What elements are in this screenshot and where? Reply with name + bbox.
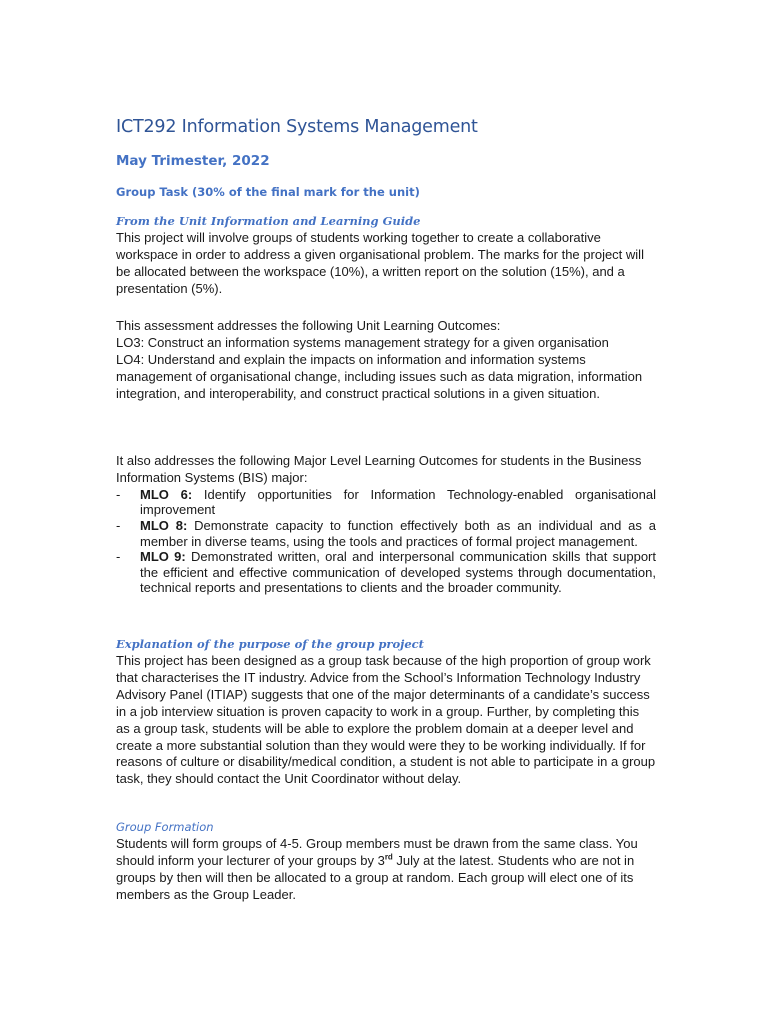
major-section — [116, 453, 656, 596]
group-task-heading: Group Task (30% of the final mark for the unit) — [116, 185, 420, 199]
trimester-heading: May Trimester, 2022 — [116, 153, 270, 169]
list-item: - MLO 6: Identify opportunities for Information Technology-enabled organisational improvement — [116, 486, 656, 518]
document-title: ICT292 Information Systems Management — [116, 117, 478, 137]
major-intro: It also addresses the following Major Level Learning Outcomes for students in the Business Information Systems (BIS) major: — [116, 453, 642, 485]
lo4-text: LO4: Understand and explain the impacts on information and information systems management of organisational change, including issues such as data migration, information integration, and interoperability, and construct practical solutions in a given situation. — [116, 351, 643, 401]
purpose-section — [116, 637, 656, 788]
formation-section — [116, 820, 656, 904]
purpose-paragraph: This project has been designed as a group task because of the high proportion of group work that characterises the IT industry. Advice from the School’s Information Technology Industry Advisory Panel (ITIAP) suggests that one of the major determinants of a candidate’s success in a job interview situation is proven capacity to work in a group. Further, by completing this as a group task, students will be able to explore the problem domain at a deeper level and create a more substantial solution than they would were they to be working individually. If for reasons of culture or disability/medical condition, a student is not able to participate in a group task, they should contact the Unit Coordinator without delay. — [116, 653, 656, 787]
guide-heading: From the Unit Information and Learning Guide — [116, 214, 421, 228]
outcomes-section — [116, 318, 656, 403]
purpose-heading: Explanation of the purpose of the group project — [116, 637, 424, 651]
formation-paragraph: Students will form groups of 4-5. Group members must be drawn from the same class. You should inform your lecturer of your groups by 3rd July at the latest. Students who are not in groups by then will then be allocated to a group at random. Each group will elect one of its members as the Group Leader. — [116, 836, 638, 902]
lo3-text: LO3: Construct an information systems management strategy for a given organisation — [116, 334, 609, 350]
guide-section — [116, 214, 656, 298]
list-item: - MLO 9: Demonstrated written, oral and interpersonal communication skills that support the efficient and effective communication of developed systems through documentation, technical reports and presentations to clients and the broader community. — [116, 549, 656, 596]
outcomes-intro: This assessment addresses the following Unit Learning Outcomes: — [116, 318, 501, 333]
mlo-list — [116, 487, 656, 596]
guide-paragraph: This project will involve groups of students working together to create a collaborative workspace in order to address a given organisational problem. The marks for the project will be allocated between the workspace (10%), a written report on the solution (15%), and a presentation (5%). — [116, 230, 644, 296]
list-item: - MLO 8: Demonstrate capacity to function effectively both as an individual and as a member in diverse teams, using the tools and practices of formal project management. — [116, 518, 656, 549]
formation-heading: Group Formation — [116, 820, 214, 834]
